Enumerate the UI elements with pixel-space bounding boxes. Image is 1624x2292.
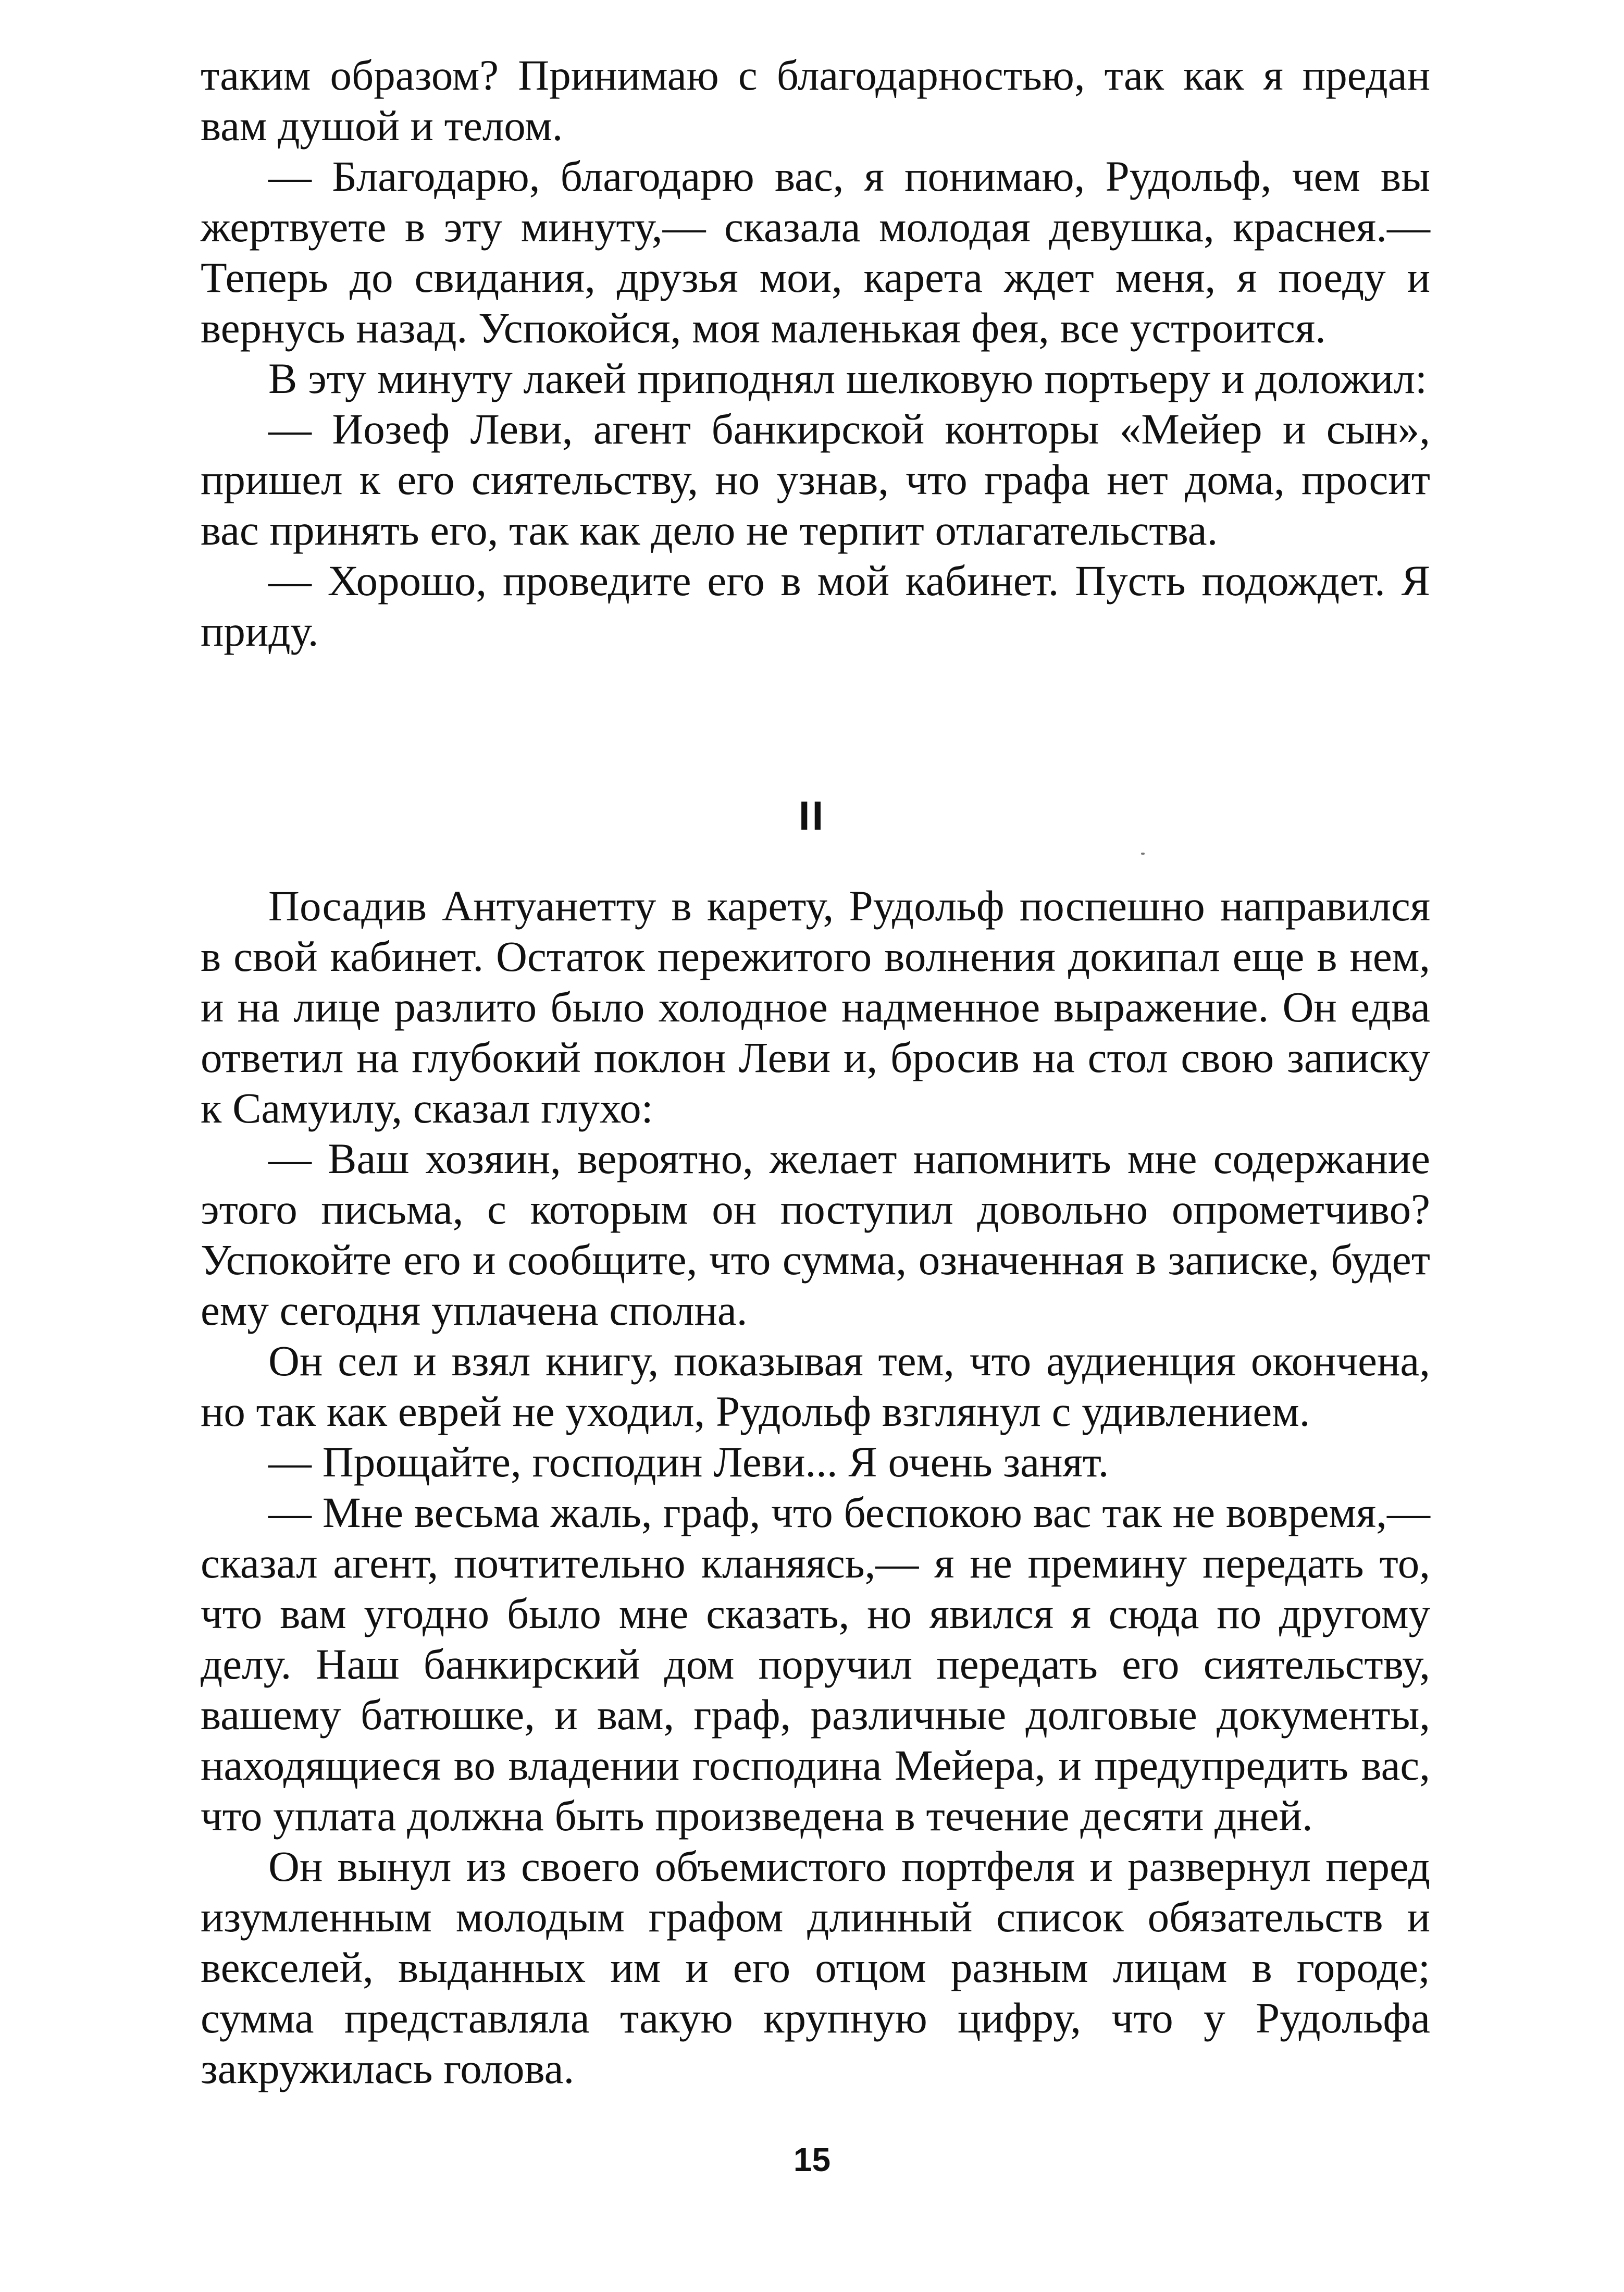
paragraph: Он сел и взял книгу, показывая тем, что аудиенция окончена, но так как еврей не уходил, Рудольф взглянул с удивлением. — [201, 1337, 1430, 1435]
print-speck — [1141, 853, 1145, 855]
text-block-bottom — [201, 881, 1430, 2094]
paragraph: Посадив Антуанетту в карету, Рудольф поспешно направился в свой кабинет. Остаток пережитого волнения докипал еще в нем, и на лице разлито было холодное надменное выражение. Он едва ответил на глубокий поклон Леви и, бросив на стол свою записку к Самуилу, сказал глухо: — [201, 882, 1430, 1132]
chapter-heading: II — [798, 793, 826, 839]
paragraph: — Хорошо, проведите его в мой кабинет. Пусть подождет. Я приду. — [201, 557, 1430, 655]
paragraph: — Иозеф Леви, агент банкирской конторы «Мейер и сын», пришел к его сиятельству, но узнав, что графа нет дома, просит вас принять его, так как дело не терпит отлагательства. — [201, 405, 1430, 554]
paragraph: — Ваш хозяин, вероятно, желает напомнить мне содержание этого письма, с которым он поступил довольно опрометчиво? Успокойте его и сообщите, что сумма, означенная в записке, будет ему сегодня уплачена сполна. — [201, 1135, 1430, 1334]
paragraph: таким образом? Принимаю с благодарностью, так как я предан вам душой и телом. — [201, 51, 1430, 150]
paragraph: — Прощайте, господин Леви... Я очень занят. — [268, 1438, 1109, 1486]
text-block-top — [201, 50, 1430, 657]
paragraph: — Благодарю, благодарю вас, я понимаю, Рудольф, чем вы жертвуете в эту минуту,— сказала молодая девушка, краснея.— Теперь до свидания, друзья мои, карета ждет меня, я поеду и вернусь назад. Успокойся, моя маленькая фея, все устроится. — [201, 152, 1430, 352]
page-number: 15 — [793, 2141, 831, 2178]
paragraph: В эту минуту лакей приподнял шелковую портьеру и доложил: — [268, 354, 1428, 402]
paragraph: — Мне весьма жаль, граф, что беспокою вас так не вовремя,— сказал агент, почтительно кланяясь,— я не премину передать то, что вам угодно было мне сказать, но явился я сюда по другому делу. Наш банкирский дом поручил передать его сиятельству, вашему батюшке, и вам, граф, различные долговые документы, находящиеся во владении господина Мейера, и предупредить вас, что уплата должна быть произведена в течение десяти дней. — [201, 1488, 1430, 1840]
paragraph: Он вынул из своего объемистого портфеля и развернул перед изумленным молодым графом длинный список обязательств и векселей, выданных им и его отцом разным лицам в городе; сумма представляла такую крупную цифру, что у Рудольфа закружилась голова. — [201, 1842, 1430, 2092]
